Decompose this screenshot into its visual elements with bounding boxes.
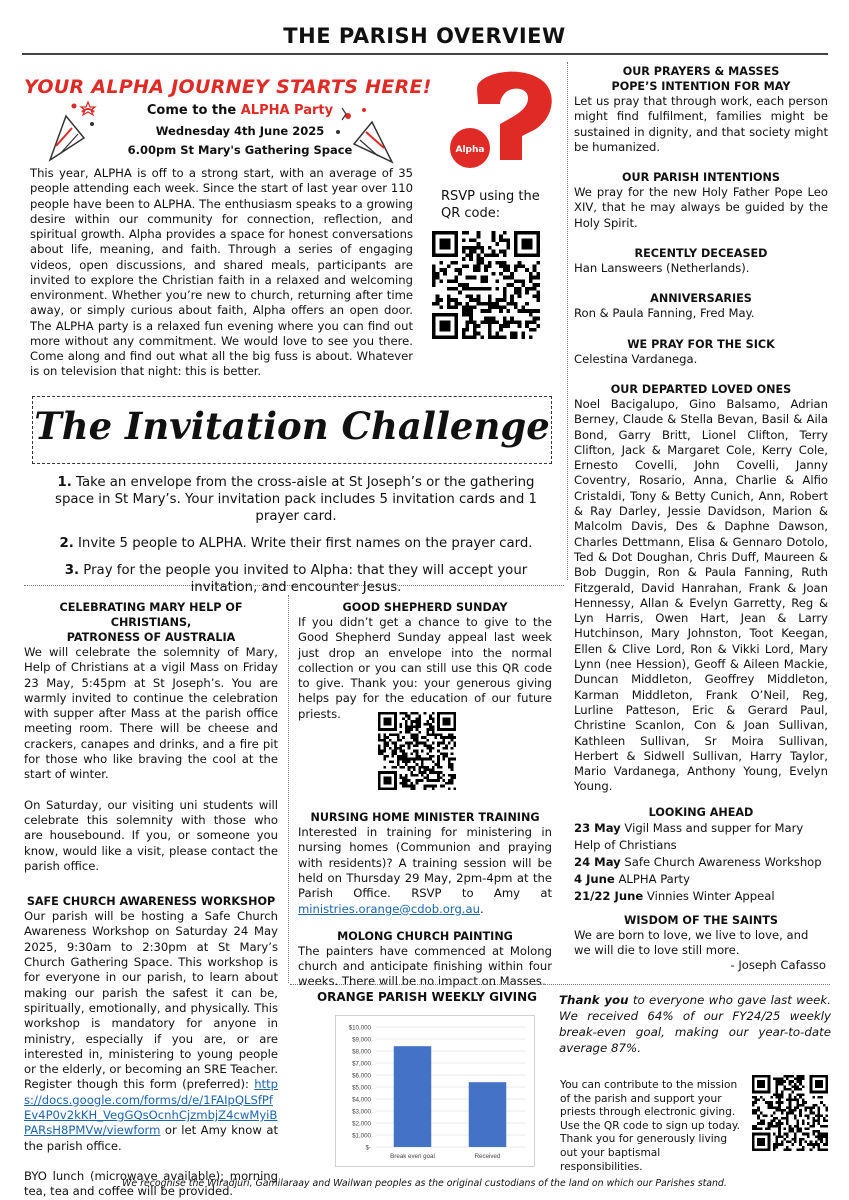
left-column: [24, 600, 278, 1200]
weekly-giving-chart: [335, 1015, 535, 1167]
departed-heading: OUR DEPARTED LOVED ONES: [610, 382, 792, 396]
event-date: 24 May: [574, 854, 621, 869]
invitation-step: [36, 474, 556, 525]
y-tick-label: $10,000: [348, 1024, 371, 1032]
y-tick-label: $9,000: [352, 1036, 371, 1044]
qr-code[interactable]: [432, 231, 540, 339]
wisdom-author: - Joseph Cafasso: [730, 958, 826, 973]
bar-break-even-goal: [394, 1046, 432, 1147]
rsvp-text: RSVP using the QR code:: [441, 189, 540, 221]
thanks-text: [559, 992, 831, 1056]
y-tick-label: $5,000: [352, 1084, 371, 1092]
mary-heading-2: PATRONESS OF AUSTRALIA: [66, 631, 236, 644]
molong-body: The painters have commenced at Molong church and anticipate finishing within four weeks. There will be no impact on Masses.: [298, 943, 552, 989]
qr-code[interactable]: [752, 1075, 828, 1151]
y-tick-label: $-: [365, 1144, 371, 1152]
safe-church-text: Our parish will be hosting a Safe Church Awareness Workshop on Saturday 24 May 2025, 9:30am to 2:30pm at St Mary’s Church Gathering Space. This workshop is for everyone in our parish, to learn about making our parish the safest it can be, spiritually, emotionally, and physically. This workshop is mandatory for anyone in ministry, especially if you are, or are interested in, ministering to young people or the elderly, or becoming an SRE Teacher. Register though this form (preferred):: [24, 909, 278, 1092]
alpha-headline: YOUR ALPHA JOURNEY STARTS HERE!: [24, 76, 432, 98]
nursing-heading: NURSING HOME MINISTER TRAINING: [310, 811, 540, 825]
safe-church-text-end: or let Amy know at the parish office.: [24, 1123, 278, 1153]
departed-list: Noel Bacigalupo, Gino Balsamo, Adrian Berney, Claude & Stella Bevan, Basil & Aila Bond, Garry Britt, Lionel Clifton, Terry Clifton, Jack & Margaret Cole, Kerry Cole, Ernesto Covelli, John Covelli, Janny Coventry, Rosario, Anna, Charlie & Alfio Cristaldi, Tony & Betty Cunich, Ann, Robert & Ray Darley, Jessie Davidson, Marion & Malcolm Davis, Des & Daphne Dawson, Charles Dettmann, Elisa & Gennaro Dotolo, Ted & Dot Doughan, Chris Duff, Maureen & Bob Duggin, Ron & Paula Fanning, Ruth Fitzgerald, David Hanrahan, Frank & Joan Hennessy, Allan & Evelyn Garretty, Reg & Lyn Harris, Owen Hart, Jean & Larry Hutchinson, Mary Johnston, Toot Keegan, Ellen & Clive Lord, Ron & Vikki Lord, Mary Lynn (nee Hession), Geoff & Aileen Mackie, Duncan Middleton, Geoffrey Middleton, Karman Middleton, Frank O’Neil, Reg, Lurline Patteson, Eric & Gerard Paul, Christine Scanlon, Con & Joan Sullivan, Kathleen Sullivan, Sr Moira Sullivan, Herbert & Sidwell Sullivan, Harry Taylor, Mario Vardanega, Anthony Young, Evelyn Young.: [574, 396, 828, 794]
safe-church-body: [24, 909, 278, 1154]
event-text: ALPHA Party: [614, 871, 690, 886]
registration-form-link[interactable]: https://docs.google.com/forms/d/e/1FAIpQLSfPfEv4P0v2kKH_VegGQsOcnhCjzmbjZ4cwMyiBPARsH8PMVw/viewform: [24, 1077, 278, 1138]
column-divider: [288, 595, 289, 983]
alpha-logo: [448, 64, 558, 174]
parish-intentions-heading: OUR PARISH INTENTIONS: [622, 171, 780, 185]
middle-column: [298, 600, 552, 990]
invitation-steps: [36, 474, 556, 606]
party-popper-icon: [44, 98, 104, 166]
event-text: Safe Church Awareness Workshop: [620, 854, 822, 869]
y-tick-label: $6,000: [352, 1072, 371, 1080]
parish-intentions: We pray for the new Holy Father Pope Leo XIV, that he may always be guided by the Holy Spirit.: [574, 185, 828, 230]
column-divider: [567, 62, 568, 580]
bar-received: [469, 1082, 507, 1147]
byo-note: BYO lunch (microwave available); morning tea, tea and coffee will be provided.: [24, 1168, 278, 1199]
invitation-step: [36, 562, 556, 596]
recently-deceased: Han Lansweers (Netherlands).: [574, 261, 750, 276]
y-tick-label: $3,000: [352, 1108, 371, 1116]
recently-deceased-heading: RECENTLY DECEASED: [634, 247, 768, 261]
qr-code[interactable]: [378, 712, 456, 790]
invitation-title: The Invitation Challenge: [34, 404, 550, 448]
party-date: Wednesday 4th June 2025: [155, 124, 325, 138]
looking-ahead-item: [574, 871, 828, 888]
nursing-text: Interested in training for ministering in nursing homes (Communion and praying with residents)? A training session will be held on Thursday 29 May, 2pm-4pm at the Parish Office. RSVP to Amy at: [298, 825, 552, 901]
y-tick-label: $7,000: [352, 1060, 371, 1068]
footer-acknowledgement: We recognise the Wiradjuri, Gamilaraay and Wailwan peoples as the original custodians of the land on which our Parishes stand.: [122, 1178, 727, 1189]
step-number: 1.: [57, 475, 72, 490]
pope-intention-heading: POPE’S INTENTION FOR MAY: [611, 80, 791, 93]
anniversaries-heading: ANNIVERSARIES: [650, 292, 752, 306]
party-invite: [120, 103, 360, 118]
right-column: [574, 64, 828, 974]
looking-ahead-item: [574, 854, 828, 871]
looking-ahead-list: [574, 820, 828, 905]
party-time-place: 6.00pm St Mary's Gathering Space: [127, 143, 353, 157]
pope-intention: Let us pray that through work, each person might find fulfilment, families might be sustained in dignity, and that society might be humanized.: [574, 94, 828, 154]
looking-ahead-item: [574, 888, 828, 905]
wisdom-heading: WISDOM OF THE SAINTS: [624, 913, 778, 927]
molong-heading: MOLONG CHURCH PAINTING: [337, 929, 513, 943]
giving-heading: ORANGE PARISH WEEKLY GIVING: [316, 990, 538, 1004]
looking-ahead-item: [574, 820, 828, 854]
wisdom-quote: We are born to love, we live to love, and we will die to love still more.: [574, 927, 809, 957]
thanks-bold: Thank you: [559, 993, 629, 1007]
y-tick-label: $2,000: [352, 1120, 371, 1128]
event-date: 21/22 June: [574, 888, 644, 903]
x-tick-label: Received: [474, 1153, 501, 1160]
alpha-logo-text: Alpha: [455, 145, 485, 155]
party-invite-highlight: ALPHA Party: [240, 103, 334, 118]
section-divider: [290, 984, 830, 985]
step-number: 3.: [64, 563, 80, 578]
nursing-text-end: .: [479, 901, 484, 916]
safe-church-heading: SAFE CHURCH AWARENESS WORKSHOP: [26, 895, 276, 909]
event-date: 23 May: [574, 820, 621, 835]
event-text: Vigil Mass and supper for Mary Help of Christians: [574, 820, 804, 852]
x-tick-label: Break even goal: [390, 1153, 435, 1160]
step-text: Pray for the people you invited to Alpha: that they will accept your invitation, and encounter Jesus.: [79, 563, 528, 595]
contribute-text: You can contribute to the mission of the parish and support your priests through electronic giving. Use the QR code to sign up today. Thank you for generously living out your baptismal responsibilities.: [560, 1079, 740, 1173]
party-invite-prefix: Come to the: [146, 103, 241, 118]
y-tick-label: $1,000: [352, 1132, 371, 1140]
step-number: 2.: [59, 536, 74, 551]
step-text: Take an envelope from the cross-aisle at St Joseph’s or the gathering space in St Mary’s. Your invitation pack includes 5 invitation cards and 1 prayer card.: [55, 475, 537, 524]
anniversaries: Ron & Paula Fanning, Fred May.: [574, 306, 755, 321]
page-title: THE PARISH OVERVIEW: [283, 24, 566, 48]
section-divider: [24, 585, 564, 586]
thanks-rest: to everyone who gave last week. We received 64% of our FY24/25 weekly break-even goal, making our year-to-date average 87%.: [559, 993, 832, 1055]
y-tick-label: $8,000: [352, 1048, 371, 1056]
prayers-heading: OUR PRAYERS & MASSES: [622, 65, 780, 78]
mary-heading: CELEBRATING MARY HELP OF CHRISTIANS,: [59, 601, 243, 629]
looking-ahead-heading: LOOKING AHEAD: [648, 805, 754, 819]
title-divider: [22, 53, 828, 55]
good-shepherd-heading: GOOD SHEPHERD SUNDAY: [342, 601, 508, 614]
email-link[interactable]: ministries.orange@cdob.org.au: [298, 901, 480, 916]
mary-paragraph-2: On Saturday, our visiting uni students will celebrate this solemnity with those who are housebound. If you, or someone you know, would like a visit, please contact the parish office.: [24, 797, 278, 873]
good-shepherd-body: If you didn’t get a chance to give to the Good Shepherd Sunday appeal last week just drop an envelope into the normal collection or you can still use this QR code to give. Thank you: your generous giving helps pay for the education of our future priests.: [298, 615, 552, 721]
event-text: Vinnies Winter Appeal: [643, 888, 775, 903]
sick-list: Celestina Vardanega.: [574, 351, 698, 366]
alpha-body: This year, ALPHA is off to a strong start, with an average of 35 people attending each week. Since the start of last year over 110 people have been to ALPHA. The enthusiasm speaks to a growing desire within our community for connection, reflection, and spiritual growth. Alpha provides a space for honest conversations about life, meaning, and faith. Through a series of engaging videos, open discussions, and shared meals, participants are invited to explore the Christian faith in a relaxed and welcoming environment. Whether you’re new to church, returning after time away, or simply curious about faith, Alpha offers an open door. The ALPHA party is a relaxed fun evening where you can find out more without any commitment. We would love to see you there. Come along and find out what all the big fuss is about. Whatever is on television that night: this is better.: [30, 166, 413, 379]
event-date: 4 June: [574, 871, 615, 886]
mary-paragraph: We will celebrate the solemnity of Mary, Help of Christians at a vigil Mass on Friday 23 May, 5:45pm at St Joseph’s. You are warmly invited to continue the celebration with supper after Mass at the parish office meeting room. There will be cheese and crackers, canapes and drinks, and a fire pit for those who like braving the cool at the start of winter.: [24, 645, 278, 782]
sick-heading: WE PRAY FOR THE SICK: [627, 337, 775, 351]
y-tick-label: $4,000: [352, 1096, 371, 1104]
invitation-step: [36, 535, 556, 552]
step-text: Invite 5 people to ALPHA. Write their first names on the prayer card.: [73, 536, 533, 551]
nursing-body: [298, 825, 552, 917]
